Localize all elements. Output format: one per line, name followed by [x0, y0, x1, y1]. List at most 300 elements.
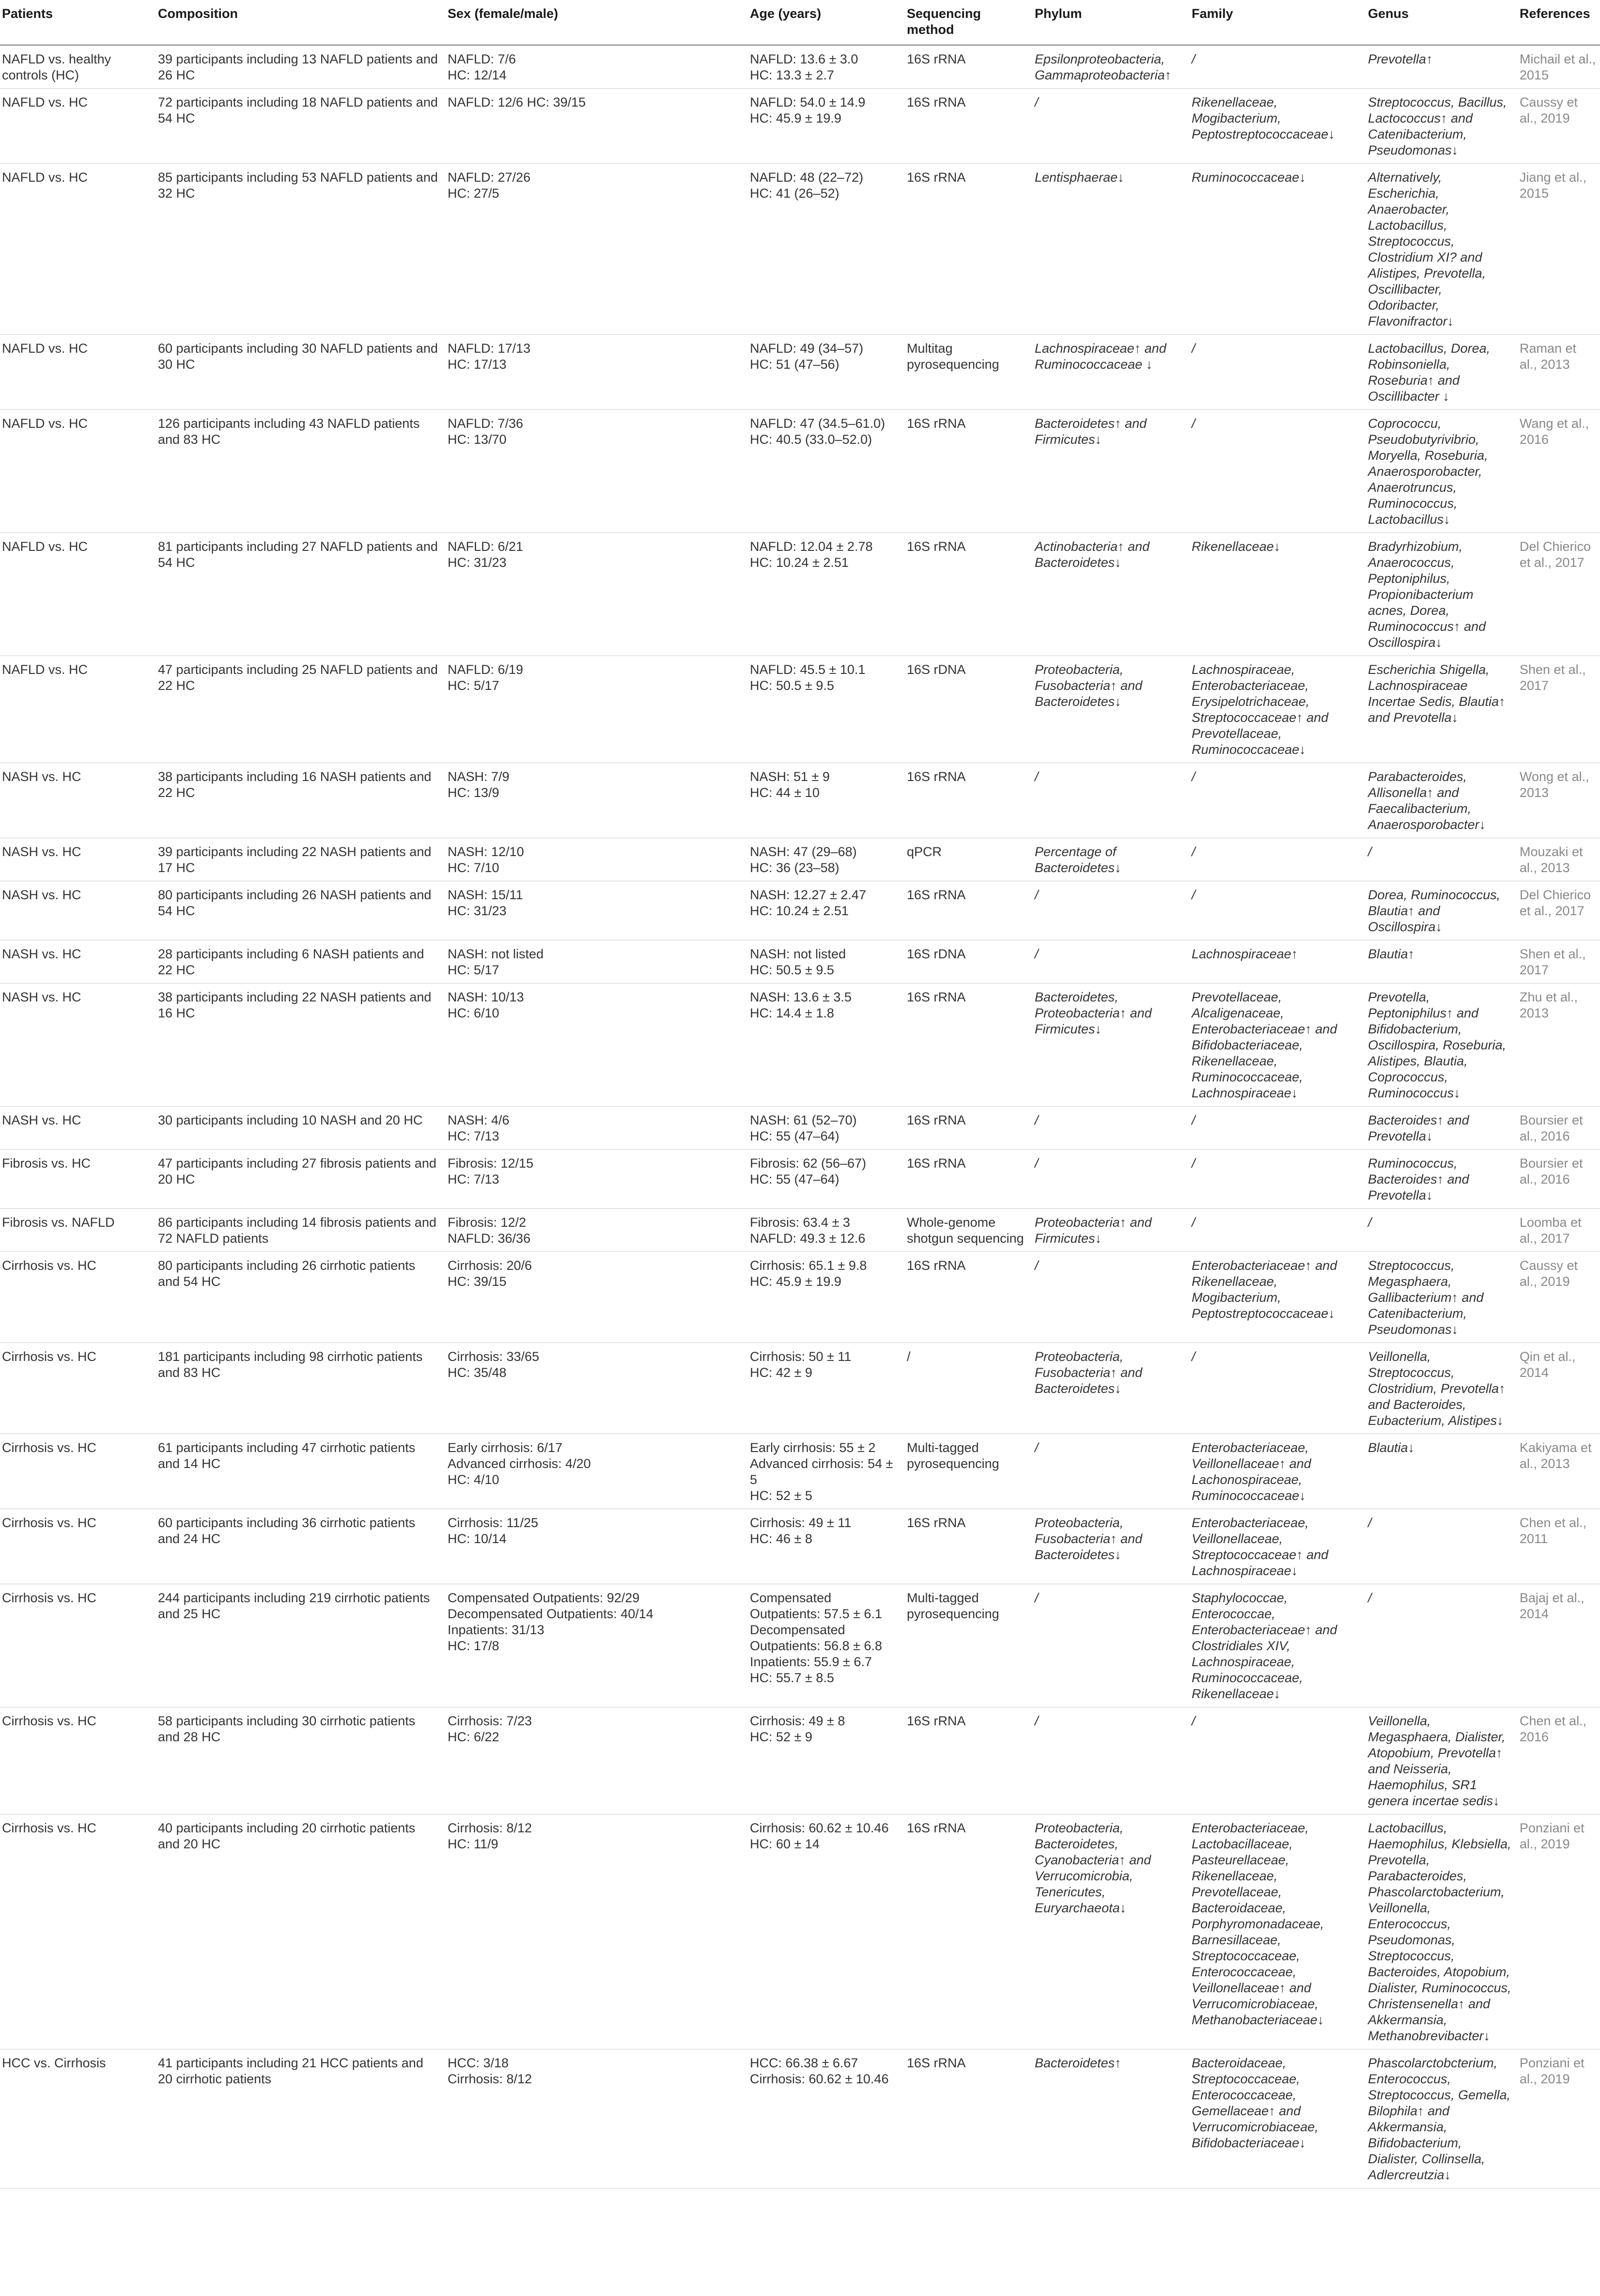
cell-composition [154, 940, 444, 984]
cell-age-text: Early cirrhosis: 55 ± 2 Advanced cirrhosis: 54 ± 5 HC: 52 ± 5 [750, 1440, 893, 1503]
cell-genus [1364, 164, 1516, 335]
cell-patients [0, 164, 154, 335]
cell-age [746, 1343, 903, 1434]
cell-family [1188, 164, 1364, 335]
cell-family [1188, 881, 1364, 940]
cell-family [1188, 410, 1364, 533]
cell-patients [0, 1209, 154, 1252]
cell-patients-text: NAFLD vs. HC [2, 539, 88, 554]
cell-composition-text: 60 participants including 30 NAFLD patients and 30 HC [158, 341, 438, 372]
cell-family-text: Rikenellaceae, Mogibacterium, Peptostreptococcaceae↓ [1192, 95, 1335, 141]
cell-family-text: Bacteroidaceae, Streptococcaceae, Enterococcaceae, Gemellaceae↑ and Verrucomicrobiaceae, Bifidobacteriaceae↓ [1192, 2056, 1319, 2150]
cell-patients-text: NAFLD vs. HC [2, 170, 88, 185]
cell-sex [444, 1434, 746, 1509]
cell-family [1188, 1343, 1364, 1434]
cell-sex [444, 1584, 746, 1707]
cell-reference-text: Del Chierico et al., 2017 [1520, 539, 1591, 570]
cell-age-text: NASH: 61 (52–70) HC: 55 (47–64) [750, 1113, 857, 1143]
col-header-method: Sequencing method [903, 0, 1031, 45]
cell-phylum [1031, 1584, 1188, 1707]
cell-age-text: Cirrhosis: 50 ± 11 HC: 42 ± 9 [750, 1349, 852, 1380]
cell-sex-text: NASH: 7/9 HC: 13/9 [448, 769, 510, 800]
table-row [0, 164, 1600, 335]
cell-age-text: Fibrosis: 62 (56–67) HC: 55 (47–64) [750, 1156, 867, 1187]
cell-patients [0, 656, 154, 763]
cell-sex [444, 533, 746, 656]
cell-genus [1364, 89, 1516, 164]
cell-composition-text: 39 participants including 13 NAFLD patients and 26 HC [158, 52, 438, 82]
cell-genus-text: Parabacteroides, Allisonella↑ and Faecalibacterium, Anaerosporobacter↓ [1368, 769, 1486, 832]
cell-family [1188, 1107, 1364, 1150]
cell-sex-text: Cirrhosis: 7/23 HC: 6/22 [448, 1714, 532, 1744]
cell-age [746, 763, 903, 838]
cell-method [903, 335, 1031, 410]
cell-patients-text: NASH vs. HC [2, 769, 81, 784]
cell-phylum-text: Percentage of Bacteroidetes↓ [1035, 844, 1121, 875]
cell-patients [0, 1150, 154, 1209]
cell-sex [444, 410, 746, 533]
cell-age-text: NAFLD: 12.04 ± 2.78 HC: 10.24 ± 2.51 [750, 539, 873, 570]
cell-phylum-text: Lentisphaerae↓ [1035, 170, 1124, 185]
cell-reference-text: Mouzaki et al., 2013 [1520, 844, 1583, 875]
cell-genus [1364, 533, 1516, 656]
cell-family [1188, 763, 1364, 838]
cell-patients [0, 335, 154, 410]
cell-composition [154, 45, 444, 89]
cell-phylum-text: / [1035, 888, 1039, 902]
cell-phylum [1031, 1434, 1188, 1509]
cell-genus-text: Phascolarctobcterium, Enterococcus, Streptococcus, Gemella, Bilophila↑ and Akkermansia, Bifidobacterium, Dialister, Collinsella, Adlercreutzia↓ [1368, 2056, 1511, 2182]
cell-reference [1516, 1209, 1600, 1252]
cell-composition-text: 72 participants including 18 NAFLD patients and 54 HC [158, 95, 438, 125]
cell-composition [154, 656, 444, 763]
cell-reference-text: Wong et al., 2013 [1520, 769, 1589, 800]
cell-sex-text: NASH: 10/13 HC: 6/10 [448, 990, 524, 1020]
cell-reference-text: Loomba et al., 2017 [1520, 1215, 1582, 1246]
cell-phylum [1031, 1252, 1188, 1343]
cell-genus-text: Prevotella, Peptoniphilus↑ and Bifidobacterium, Oscillospira, Roseburia, Alistipes, Blautia, Coprococcus, Ruminococcus↓ [1368, 990, 1507, 1100]
cell-patients-text: Cirrhosis vs. HC [2, 1349, 97, 1364]
cell-genus [1364, 45, 1516, 89]
cell-composition [154, 1343, 444, 1434]
cell-phylum-text: / [1035, 95, 1039, 109]
cell-reference-text: Michail et al., 2015 [1520, 52, 1596, 82]
cell-method [903, 89, 1031, 164]
cell-method-text: Multitag pyrosequencing [907, 341, 999, 372]
cell-genus [1364, 1814, 1516, 2049]
table-row [0, 410, 1600, 533]
cell-phylum-text: / [1035, 1258, 1039, 1273]
cell-genus-text: Bradyrhizobium, Anaerococcus, Peptoniphilus, Propionibacterium acnes, Dorea, Ruminococcus↑ and Oscillospira↓ [1368, 539, 1486, 650]
cell-genus [1364, 1252, 1516, 1343]
cell-reference-text: Shen et al., 2017 [1520, 662, 1586, 693]
cell-composition [154, 2049, 444, 2188]
cell-age [746, 164, 903, 335]
cell-phylum [1031, 164, 1188, 335]
cell-method [903, 1707, 1031, 1814]
table-row [0, 1343, 1600, 1434]
cell-sex [444, 1209, 746, 1252]
cell-composition [154, 410, 444, 533]
header-row [0, 0, 1600, 45]
cell-method-text: Multi-tagged pyrosequencing [907, 1591, 999, 1621]
table-row [0, 881, 1600, 940]
cell-phylum-text: Bacteroidetes↑ [1035, 2056, 1121, 2070]
cell-method [903, 656, 1031, 763]
cell-genus-text: Lactobacillus, Haemophilus, Klebsiella, Prevotella, Parabacteroides, Phascolarctobacterium, Veillonella, Enterococcus, Pseudomonas, Streptococcus, Bacteroides, Atopobium, Dialister, Ruminococcus, Christensenella↑ and Akkermansia, Methanobrevibacter↓ [1368, 1821, 1511, 2043]
cell-composition-text: 41 participants including 21 HCC patients and 20 cirrhotic patients [158, 2056, 423, 2086]
table-row [0, 763, 1600, 838]
cell-method [903, 838, 1031, 881]
cell-method-text: 16S rRNA [907, 888, 966, 902]
cell-family-text: / [1192, 769, 1196, 784]
cell-patients-text: NASH vs. HC [2, 1113, 81, 1127]
cell-phylum [1031, 335, 1188, 410]
table-row [0, 1209, 1600, 1252]
table-row [0, 984, 1600, 1107]
cell-patients-text: Cirrhosis vs. HC [2, 1258, 97, 1273]
cell-sex-text: NASH: 4/6 HC: 7/13 [448, 1113, 510, 1143]
cell-phylum-text: Bacteroidetes↑ and Firmicutes↓ [1035, 416, 1147, 447]
cell-phylum-text: Lachnospiraceae↑ and Ruminococcaceae ↓ [1035, 341, 1166, 372]
cell-method-text: 16S rRNA [907, 990, 966, 1004]
cell-phylum [1031, 881, 1188, 940]
table-row [0, 1707, 1600, 1814]
cell-reference [1516, 533, 1600, 656]
cell-age-text: NAFLD: 49 (34–57) HC: 51 (47–56) [750, 341, 864, 372]
cell-age [746, 1107, 903, 1150]
cell-phylum-text: / [1035, 1113, 1039, 1127]
cell-family [1188, 1150, 1364, 1209]
cell-composition [154, 1150, 444, 1209]
cell-phylum [1031, 1509, 1188, 1584]
table-row [0, 1584, 1600, 1707]
cell-patients-text: Cirrhosis vs. HC [2, 1440, 97, 1455]
col-header-genus: Genus [1364, 0, 1516, 45]
cell-family [1188, 45, 1364, 89]
cell-patients [0, 1509, 154, 1584]
cell-age [746, 656, 903, 763]
cell-sex-text: Fibrosis: 12/2 NAFLD: 36/36 [448, 1215, 531, 1246]
cell-method-text: qPCR [907, 844, 942, 859]
cell-age [746, 2049, 903, 2188]
cell-family-text: / [1192, 341, 1196, 356]
cell-reference-text: Chen et al., 2011 [1520, 1515, 1587, 1546]
cell-composition-text: 39 participants including 22 NASH patients and 17 HC [158, 844, 432, 875]
cell-reference [1516, 410, 1600, 533]
cell-sex-text: Cirrhosis: 33/65 HC: 35/48 [448, 1349, 540, 1380]
cell-method [903, 1209, 1031, 1252]
cell-method-text: 16S rRNA [907, 1714, 966, 1728]
cell-patients [0, 45, 154, 89]
cell-patients-text: NASH vs. HC [2, 888, 81, 902]
cell-age-text: Cirrhosis: 65.1 ± 9.8 HC: 45.9 ± 19.9 [750, 1258, 867, 1289]
cell-patients-text: NAFLD vs. HC [2, 662, 88, 677]
cell-method [903, 45, 1031, 89]
cell-age [746, 45, 903, 89]
cell-phylum [1031, 656, 1188, 763]
cell-method [903, 1584, 1031, 1707]
cell-sex [444, 89, 746, 164]
cell-method-text: 16S rRNA [907, 1258, 966, 1273]
cell-patients-text: Fibrosis vs. NAFLD [2, 1215, 115, 1230]
cell-sex-text: Early cirrhosis: 6/17 Advanced cirrhosis: 4/20 HC: 4/10 [448, 1440, 591, 1487]
cell-patients-text: NAFLD vs. HC [2, 95, 88, 109]
cell-method-text: 16S rDNA [907, 947, 966, 961]
cell-genus [1364, 335, 1516, 410]
cell-method-text: 16S rRNA [907, 1515, 966, 1530]
cell-age-text: HCC: 66.38 ± 6.67 Cirrhosis: 60.62 ± 10.46 [750, 2056, 889, 2086]
cell-method-text: 16S rRNA [907, 52, 966, 66]
cell-family [1188, 335, 1364, 410]
cell-composition [154, 1252, 444, 1343]
cell-phylum-text: Actinobacteria↑ and Bacteroidetes↓ [1035, 539, 1150, 570]
cell-reference-text: Ponziani et al., 2019 [1520, 2056, 1584, 2086]
cell-composition [154, 164, 444, 335]
cell-composition [154, 1707, 444, 1814]
cell-method-text: 16S rRNA [907, 769, 966, 784]
cell-sex [444, 1150, 746, 1209]
cell-composition [154, 881, 444, 940]
cell-method [903, 533, 1031, 656]
cell-reference-text: Zhu et al., 2013 [1520, 990, 1578, 1020]
cell-reference-text: Raman et al., 2013 [1520, 341, 1577, 372]
cell-sex-text: NAFLD: 17/13 HC: 17/13 [448, 341, 531, 372]
cell-genus [1364, 1434, 1516, 1509]
cell-patients [0, 1252, 154, 1343]
cell-family [1188, 1509, 1364, 1584]
cell-age [746, 1252, 903, 1343]
cell-reference-text: Kakiyama et al., 2013 [1520, 1440, 1592, 1471]
cell-sex [444, 335, 746, 410]
cell-phylum-text: / [1035, 1440, 1039, 1455]
cell-composition-text: 47 participants including 27 fibrosis patients and 20 HC [158, 1156, 436, 1187]
cell-phylum [1031, 838, 1188, 881]
cell-age-text: NAFLD: 45.5 ± 10.1 HC: 50.5 ± 9.5 [750, 662, 866, 693]
table-row [0, 1509, 1600, 1584]
col-header-references: References [1516, 0, 1600, 45]
cell-family [1188, 940, 1364, 984]
cell-family-text: / [1192, 1349, 1196, 1364]
cell-composition [154, 1584, 444, 1707]
cell-method [903, 1150, 1031, 1209]
cell-composition [154, 335, 444, 410]
cell-reference [1516, 881, 1600, 940]
cell-phylum-text: Proteobacteria, Fusobacteria↑ and Bacteroidetes↓ [1035, 662, 1143, 709]
cell-reference-text: Ponziani et al., 2019 [1520, 1821, 1584, 1851]
cell-composition-text: 40 participants including 20 cirrhotic patients and 20 HC [158, 1821, 416, 1851]
cell-reference-text: Wang et al., 2016 [1520, 416, 1589, 447]
cell-family [1188, 2049, 1364, 2188]
cell-sex [444, 881, 746, 940]
cell-reference-text: Caussy et al., 2019 [1520, 95, 1578, 125]
cell-genus [1364, 656, 1516, 763]
table-row [0, 533, 1600, 656]
cell-reference [1516, 2049, 1600, 2188]
cell-patients-text: NASH vs. HC [2, 947, 81, 961]
cell-phylum-text: Proteobacteria↑ and Firmicutes↓ [1035, 1215, 1152, 1246]
cell-patients-text: Cirrhosis vs. HC [2, 1515, 97, 1530]
cell-reference [1516, 940, 1600, 984]
cell-phylum [1031, 1343, 1188, 1434]
cell-sex [444, 1107, 746, 1150]
cell-phylum [1031, 940, 1188, 984]
cell-reference [1516, 1434, 1600, 1509]
table-row [0, 656, 1600, 763]
cell-age [746, 881, 903, 940]
cell-method [903, 1509, 1031, 1584]
cell-composition [154, 763, 444, 838]
cell-patients-text: Cirrhosis vs. HC [2, 1821, 97, 1835]
cell-family [1188, 89, 1364, 164]
cell-genus [1364, 410, 1516, 533]
cell-sex-text: Compensated Outpatients: 92/29 Decompensated Outpatients: 40/14 Inpatients: 31/13 HC: 17/8 [448, 1591, 653, 1653]
cell-age [746, 838, 903, 881]
cell-reference-text: Bajaj et al., 2014 [1520, 1591, 1584, 1621]
cell-genus [1364, 881, 1516, 940]
cell-sex-text: NAFLD: 12/6 HC: 39/15 [448, 95, 586, 109]
cell-reference [1516, 89, 1600, 164]
cell-sex-text: Cirrhosis: 20/6 HC: 39/15 [448, 1258, 532, 1289]
cell-phylum-text: Bacteroidetes, Proteobacteria↑ and Firmicutes↓ [1035, 990, 1152, 1036]
cell-composition-text: 81 participants including 27 NAFLD patients and 54 HC [158, 539, 438, 570]
cell-family-text: Lachnospiraceae↑ [1192, 947, 1298, 961]
cell-composition [154, 1107, 444, 1150]
col-header-composition: Composition [154, 0, 444, 45]
cell-sex [444, 1252, 746, 1343]
cell-composition-text: 60 participants including 36 cirrhotic patients and 24 HC [158, 1515, 416, 1546]
cell-method-text: 16S rRNA [907, 170, 966, 185]
cell-family [1188, 1584, 1364, 1707]
cell-method-text: 16S rRNA [907, 95, 966, 109]
cell-composition-text: 85 participants including 53 NAFLD patients and 32 HC [158, 170, 438, 201]
cell-phylum-text: / [1035, 769, 1039, 784]
table-row [0, 1434, 1600, 1509]
cell-sex-text: Cirrhosis: 11/25 HC: 10/14 [448, 1515, 539, 1546]
cell-sex [444, 1707, 746, 1814]
cell-method-text: 16S rRNA [907, 416, 966, 431]
cell-reference [1516, 1107, 1600, 1150]
cell-composition-text: 30 participants including 10 NASH and 20 HC [158, 1113, 423, 1127]
cell-genus-text: Escherichia Shigella, Lachnospiraceae Incertae Sedis, Blautia↑ and Prevotella↓ [1368, 662, 1506, 725]
cell-genus [1364, 1509, 1516, 1584]
cell-phylum-text: / [1035, 1714, 1039, 1728]
cell-patients [0, 1814, 154, 2049]
cell-sex [444, 45, 746, 89]
cell-age-text: NAFLD: 54.0 ± 14.9 HC: 45.9 ± 19.9 [750, 95, 866, 125]
cell-family [1188, 1814, 1364, 2049]
cell-patients [0, 881, 154, 940]
cell-phylum [1031, 763, 1188, 838]
cell-phylum [1031, 89, 1188, 164]
cell-genus [1364, 763, 1516, 838]
col-header-sex: Sex (female/male) [444, 0, 746, 45]
cell-method-text: 16S rRNA [907, 1156, 966, 1171]
cell-age-text: NAFLD: 47 (34.5–61.0) HC: 40.5 (33.0–52.0) [750, 416, 885, 447]
cell-patients [0, 1434, 154, 1509]
cell-method [903, 1814, 1031, 2049]
cell-sex-text: NAFLD: 27/26 HC: 27/5 [448, 170, 531, 201]
cell-phylum [1031, 1707, 1188, 1814]
cell-phylum [1031, 45, 1188, 89]
cell-reference [1516, 335, 1600, 410]
cell-age [746, 89, 903, 164]
table-row [0, 2049, 1600, 2188]
table-row [0, 1252, 1600, 1343]
cell-reference [1516, 164, 1600, 335]
cell-sex [444, 164, 746, 335]
cell-sex-text: NAFLD: 6/19 HC: 5/17 [448, 662, 524, 693]
cell-patients-text: Fibrosis vs. HC [2, 1156, 91, 1171]
cell-sex-text: Cirrhosis: 8/12 HC: 11/9 [448, 1821, 532, 1851]
cell-family-text: Ruminococcaceae↓ [1192, 170, 1306, 185]
cell-method [903, 1343, 1031, 1434]
cell-composition-text: 28 participants including 6 NASH patients and 22 HC [158, 947, 424, 977]
cell-patients [0, 1107, 154, 1150]
cell-family-text: Rikenellaceae↓ [1192, 539, 1281, 554]
cell-age-text: Cirrhosis: 49 ± 11 HC: 46 ± 8 [750, 1515, 852, 1546]
cell-composition [154, 984, 444, 1107]
cell-sex-text: NASH: 12/10 HC: 7/10 [448, 844, 524, 875]
cell-age-text: NASH: 47 (29–68) HC: 36 (23–58) [750, 844, 857, 875]
cell-sex-text: HCC: 3/18 Cirrhosis: 8/12 [448, 2056, 532, 2086]
table-row [0, 838, 1600, 881]
cell-reference [1516, 1584, 1600, 1707]
cell-phylum-text: Proteobacteria, Fusobacteria↑ and Bacteroidetes↓ [1035, 1349, 1143, 1396]
cell-patients [0, 1343, 154, 1434]
cell-method-text: Multi-tagged pyrosequencing [907, 1440, 999, 1471]
cell-sex [444, 656, 746, 763]
cell-genus-text: / [1368, 1515, 1372, 1530]
col-header-family: Family [1188, 0, 1364, 45]
cell-reference [1516, 45, 1600, 89]
cell-phylum [1031, 533, 1188, 656]
cell-reference [1516, 763, 1600, 838]
cell-family [1188, 1434, 1364, 1509]
cell-age [746, 410, 903, 533]
cell-method [903, 763, 1031, 838]
cell-composition [154, 1434, 444, 1509]
cell-reference [1516, 1252, 1600, 1343]
cell-family [1188, 1209, 1364, 1252]
cell-genus-text: Streptococcus, Bacillus, Lactococcus↑ and Catenibacterium, Pseudomonas↓ [1368, 95, 1507, 157]
table-row [0, 45, 1600, 89]
cell-reference-text: Del Chierico et al., 2017 [1520, 888, 1591, 918]
cell-reference [1516, 1814, 1600, 2049]
cell-genus [1364, 1707, 1516, 1814]
cell-reference [1516, 838, 1600, 881]
table-row [0, 940, 1600, 984]
cell-composition-text: 61 participants including 47 cirrhotic patients and 14 HC [158, 1440, 416, 1471]
cell-phylum-text: / [1035, 1156, 1039, 1171]
cell-patients [0, 1707, 154, 1814]
cell-phylum [1031, 1150, 1188, 1209]
cell-genus [1364, 940, 1516, 984]
cell-method [903, 1434, 1031, 1509]
table-row [0, 1814, 1600, 2049]
cell-family [1188, 1707, 1364, 1814]
cell-sex-text: Fibrosis: 12/15 HC: 7/13 [448, 1156, 534, 1187]
cell-age [746, 1509, 903, 1584]
table-row [0, 89, 1600, 164]
cell-sex [444, 763, 746, 838]
cell-reference-text: Qin et al., 2014 [1520, 1349, 1576, 1380]
cell-patients-text: NAFLD vs. healthy controls (HC) [2, 52, 111, 82]
cell-genus-text: Streptococcus, Megasphaera, Gallibacterium↑ and Catenibacterium, Pseudomonas↓ [1368, 1258, 1484, 1337]
cell-genus-text: Prevotella↑ [1368, 52, 1433, 66]
cell-family-text: Enterobacteriaceae, Lactobacillaceae, Pasteurellaceae, Rikenellaceae, Prevotellaceae, Bacteroidaceae, Porphyromonadaceae, Barnesillaceae, Streptococcaceae, Enterococcaceae, Veillonellaceae↑ and Verrucomicrobiaceae, Methanobacteriaceae↓ [1192, 1821, 1324, 2027]
cell-method-text: 16S rDNA [907, 662, 966, 677]
